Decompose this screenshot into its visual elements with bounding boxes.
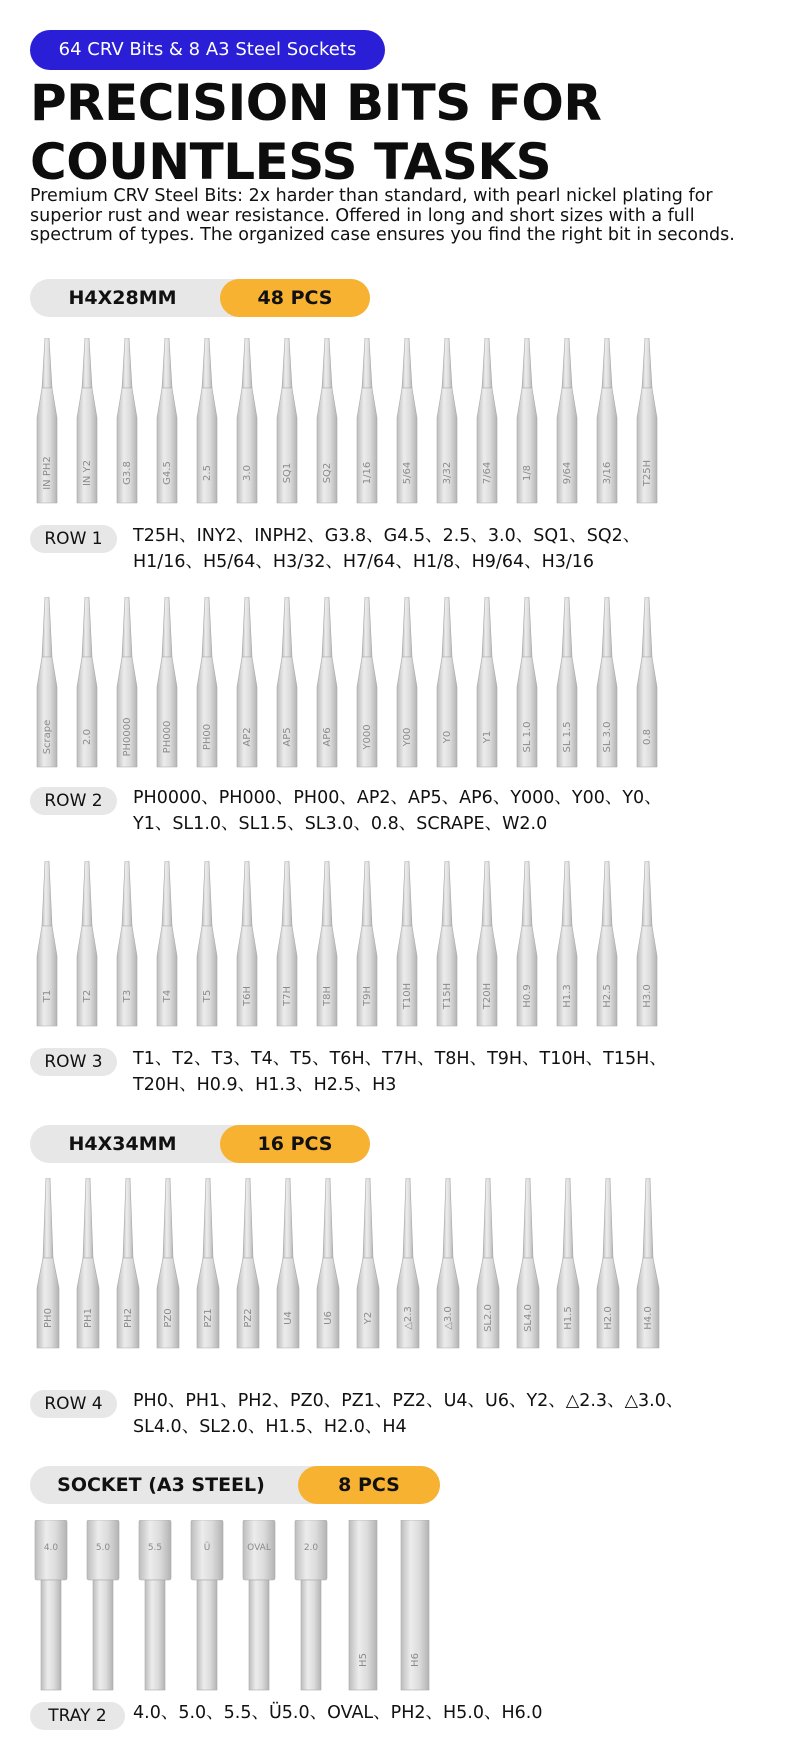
bit-engraving: H3.0 (642, 984, 653, 1008)
row3-bit-9 (357, 861, 377, 1026)
row4-bit-5 (197, 1178, 219, 1348)
bit-engraving: 1/16 (362, 461, 373, 485)
row1-bit-16 (637, 338, 657, 503)
row1-bit-5 (197, 338, 217, 503)
bit-engraving: Y00 (402, 727, 413, 747)
bit-engraving: IN Y2 (82, 459, 93, 487)
row4-bit-2 (77, 1178, 99, 1348)
bit-engraving: T5 (202, 989, 213, 1003)
bit-engraving: U6 (323, 1311, 334, 1325)
row3-codes-line2: T20H、H0.9、H1.3、H2.5、H3 (133, 1075, 397, 1095)
row2-tag: ROW 2 (30, 787, 117, 815)
row2-bit-14 (557, 597, 577, 767)
bit-engraving: SL 1.0 (522, 721, 533, 753)
section-h4x34-pill (30, 1125, 370, 1163)
bit-engraving: G4.5 (162, 461, 173, 485)
row1-codes-line1: T25H、INY2、INPH2、G3.8、G4.5、2.5、3.0、SQ1、SQ2、 (133, 526, 641, 546)
bit-engraving: T1 (42, 989, 53, 1003)
bit-engraving: PH00 (202, 723, 213, 751)
row4-bit-12 (477, 1178, 499, 1348)
section-h4x34-count: 16 PCS (220, 1125, 370, 1163)
page-title (30, 74, 770, 192)
bit-engraving: T20H (482, 982, 493, 1010)
bit-engraving: H6 (410, 1653, 421, 1667)
bit-engraving: AP6 (322, 727, 333, 747)
row1-codes (133, 523, 773, 575)
product-description: Premium CRV Steel Bits: 2x harder than standard, with pearl nickel plating for superior rust and wear resistance. Offered in long and short sizes with a full spectrum of types. The organized case ensures you find the right bit in seconds. (30, 186, 735, 245)
bit-engraving: SQ2 (322, 462, 333, 484)
row3-bit-1 (37, 861, 57, 1026)
bit-engraving: T25H (642, 459, 653, 487)
tray2-codes-line1: 4.0、5.0、5.5、Ü5.0、OVAL、PH2、H5.0、H6.0 (133, 1703, 543, 1723)
row3-bit-13 (517, 861, 537, 1026)
bit-engraving: SQ1 (282, 462, 293, 484)
bit-engraving: PZ1 (203, 1308, 214, 1328)
bit-engraving: H1.3 (562, 984, 573, 1008)
bit-engraving: H2.5 (602, 984, 613, 1008)
row4-bit-11 (437, 1178, 459, 1348)
bit-engraving: 2.0 (82, 729, 93, 745)
row4-bit-6 (237, 1178, 259, 1348)
bit-engraving: 0.8 (642, 729, 653, 745)
row2-bit-12 (477, 597, 497, 767)
row2-bit-5 (197, 597, 217, 767)
tray2-socket-6 (295, 1520, 327, 1690)
bit-engraving: 1/8 (522, 464, 533, 482)
product-badge: 64 CRV Bits & 8 A3 Steel Sockets (30, 30, 385, 70)
row2-bit-8 (317, 597, 337, 767)
section-h4x28-pill (30, 279, 370, 317)
row2-codes-line1: PH0000、PH000、PH00、AP2、AP5、AP6、Y000、Y00、Y0、 (133, 788, 662, 808)
tray2-socket-2 (87, 1520, 119, 1690)
row2-bit-4 (157, 597, 177, 767)
bit-engraving: H5 (358, 1653, 369, 1667)
section-socket-count: 8 PCS (298, 1466, 440, 1504)
row2-bit-16 (637, 597, 657, 767)
section-socket-label: SOCKET (A3 STEEL) (57, 1474, 265, 1496)
bit-engraving: AP2 (242, 727, 253, 747)
bit-engraving: T3 (122, 989, 133, 1003)
title-line-1: PRECISION BITS FOR (30, 74, 602, 132)
row4-bit-8 (317, 1178, 339, 1348)
bit-engraving: △3.0 (443, 1306, 454, 1330)
bit-engraving: SL2.0 (483, 1304, 494, 1332)
bit-engraving: △2.3 (403, 1306, 414, 1330)
row1-bit-10 (397, 338, 417, 503)
row3-codes (133, 1046, 773, 1098)
bit-engraving: SL 3.0 (602, 721, 613, 753)
row1-bit-8 (317, 338, 337, 503)
bit-engraving: PH1 (83, 1308, 94, 1328)
row4-codes (133, 1388, 773, 1440)
row1-bit-9 (357, 338, 377, 503)
bit-engraving: 3/32 (442, 461, 453, 485)
row4-bit-14 (557, 1178, 579, 1348)
row4-bit-1 (37, 1178, 59, 1348)
section-h4x28-label: H4X28MM (68, 287, 177, 309)
row2-bit-9 (357, 597, 377, 767)
bit-engraving: U4 (283, 1311, 294, 1325)
row3-bit-5 (197, 861, 217, 1026)
bit-engraving: 3/16 (602, 461, 613, 485)
row2-codes-line2: Y1、SL1.0、SL1.5、SL3.0、0.8、SCRAPE、W2.0 (133, 814, 548, 834)
tray2-socket-4 (191, 1520, 223, 1690)
row1-bit-3 (117, 338, 137, 503)
row4-bit-15 (597, 1178, 619, 1348)
tray2-socket-7 (349, 1520, 377, 1690)
bit-engraving: 9/64 (562, 461, 573, 485)
bit-engraving: PH000 (162, 720, 173, 754)
row3-bit-10 (397, 861, 417, 1026)
bit-engraving: 3.0 (242, 465, 253, 481)
row2-bit-2 (77, 597, 97, 767)
row2-bit-11 (437, 597, 457, 767)
bit-engraving: T9H (362, 986, 373, 1006)
bit-engraving: Y1 (482, 730, 493, 744)
bit-engraving: SL4.0 (523, 1304, 534, 1332)
tray2-socket-8 (401, 1520, 429, 1690)
row1-bits-illustration (0, 338, 790, 508)
tray2-socket-1 (35, 1520, 67, 1690)
row3-bit-11 (437, 861, 457, 1026)
row2-codes (133, 785, 773, 837)
row3-bits-illustration (0, 861, 790, 1031)
row1-bit-12 (477, 338, 497, 503)
row1-bit-7 (277, 338, 297, 503)
bit-engraving: PH0000 (122, 717, 133, 757)
row4-bits-illustration (0, 1178, 790, 1353)
bit-engraving: G3.8 (122, 461, 133, 485)
row1-bit-1 (37, 338, 57, 503)
row4-bit-10 (397, 1178, 419, 1348)
tray2-socket-5 (243, 1520, 275, 1690)
bit-engraving: PH2 (123, 1308, 134, 1328)
row2-bits-illustration (0, 597, 790, 772)
bit-engraving: 2.5 (202, 465, 213, 481)
row1-bit-6 (237, 338, 257, 503)
row1-bit-14 (557, 338, 577, 503)
bit-engraving: T7H (282, 986, 293, 1006)
row3-codes-line1: T1、T2、T3、T4、T5、T6H、T7H、T8H、T9H、T10H、T15H、 (133, 1049, 667, 1069)
row3-bit-8 (317, 861, 337, 1026)
bit-engraving: T4 (162, 989, 173, 1003)
row2-bit-7 (277, 597, 297, 767)
row1-tag: ROW 1 (30, 525, 117, 553)
row4-bit-3 (117, 1178, 139, 1348)
row2-bit-10 (397, 597, 417, 767)
tray2-socket-3 (139, 1520, 171, 1690)
row3-tag: ROW 3 (30, 1048, 117, 1076)
row2-bit-13 (517, 597, 537, 767)
bit-engraving: 7/64 (482, 461, 493, 485)
bit-engraving: Y000 (362, 724, 373, 750)
section-h4x28-count: 48 PCS (220, 279, 370, 317)
bit-engraving: 5/64 (402, 461, 413, 485)
row2-bit-3 (117, 597, 137, 767)
row3-bit-6 (237, 861, 257, 1026)
row3-bit-4 (157, 861, 177, 1026)
bit-engraving: H2.0 (603, 1306, 614, 1330)
bit-engraving: T2 (82, 989, 93, 1003)
row3-bit-15 (597, 861, 617, 1026)
row3-bit-14 (557, 861, 577, 1026)
bit-engraving: SL 1.5 (562, 721, 573, 753)
bit-engraving: T10H (402, 982, 413, 1010)
row4-bit-16 (637, 1178, 659, 1348)
tray2-codes (133, 1700, 773, 1726)
row3-bit-7 (277, 861, 297, 1026)
bit-engraving: Y0 (442, 730, 453, 744)
row4-codes-line1: PH0、PH1、PH2、PZ0、PZ1、PZ2、U4、U6、Y2、△2.3、△3.0、 (133, 1391, 684, 1411)
row4-bit-4 (157, 1178, 179, 1348)
row4-tag: ROW 4 (30, 1390, 117, 1418)
row1-bit-13 (517, 338, 537, 503)
row3-bit-3 (117, 861, 137, 1026)
row3-bit-16 (637, 861, 657, 1026)
row2-bit-15 (597, 597, 617, 767)
socket-engraving: 4.0 (43, 1543, 59, 1553)
row4-bit-13 (517, 1178, 539, 1348)
section-socket-pill (30, 1466, 440, 1504)
bit-engraving: Y2 (363, 1311, 374, 1325)
socket-engraving: Ü (203, 1543, 211, 1553)
row3-bit-12 (477, 861, 497, 1026)
bit-engraving: IN PH2 (42, 456, 53, 490)
bit-engraving: T15H (442, 982, 453, 1010)
row2-bit-1 (37, 597, 57, 767)
row1-codes-line2: H1/16、H5/64、H3/32、H7/64、H1/8、H9/64、H3/16 (133, 552, 595, 572)
row3-bit-2 (77, 861, 97, 1026)
row1-bit-2 (77, 338, 97, 503)
bit-engraving: PH0 (43, 1308, 54, 1328)
row2-bit-6 (237, 597, 257, 767)
tray2-tag: TRAY 2 (30, 1702, 125, 1730)
socket-engraving: OVAL (247, 1543, 271, 1553)
bit-engraving: T6H (242, 986, 253, 1006)
bit-engraving: PZ0 (163, 1308, 174, 1328)
bit-engraving: H0.9 (522, 984, 533, 1008)
row4-codes-line2: SL4.0、SL2.0、H1.5、H2.0、H4 (133, 1417, 407, 1437)
title-line-2: COUNTLESS TASKS (30, 133, 552, 191)
bit-engraving: T8H (322, 986, 333, 1006)
socket-engraving: 2.0 (303, 1543, 319, 1553)
bit-engraving: AP5 (282, 727, 293, 747)
bit-engraving: H1.5 (563, 1306, 574, 1330)
row1-bit-15 (597, 338, 617, 503)
bit-engraving: Scrape (42, 719, 53, 755)
socket-engraving: 5.0 (95, 1543, 111, 1553)
row1-bit-11 (437, 338, 457, 503)
row4-bit-9 (357, 1178, 379, 1348)
row1-bit-4 (157, 338, 177, 503)
bit-engraving: H4.0 (643, 1306, 654, 1330)
socket-engraving: 5.5 (147, 1543, 163, 1553)
tray2-sockets-illustration (0, 1520, 790, 1695)
bit-engraving: PZ2 (243, 1308, 254, 1328)
section-h4x34-label: H4X34MM (68, 1133, 177, 1155)
row4-bit-7 (277, 1178, 299, 1348)
